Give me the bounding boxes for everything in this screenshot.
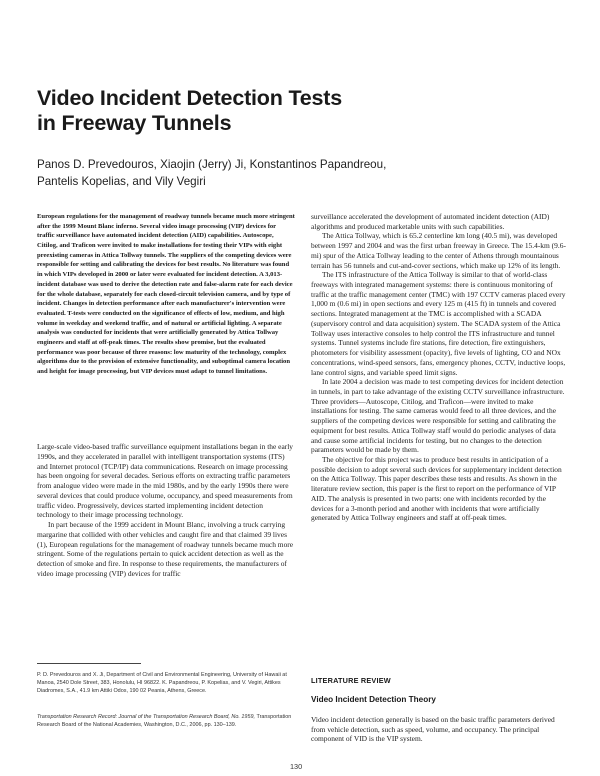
decision-paragraph: In late 2004 a decision was made to test competing devices for incident detection in tunnels, in part to take advantage of the existing CCTV surveillance infrastructure. Three providers—Autoscope, Citilog, and Traficon—were invited to make installations for testing. The same cameras would feed to all three devices, and the suppliers of the competing devices were responsible for setting and calibrating the equipment for best results. Attica Tollway staff would do periodic analyses of data and cause some artificial incidents for testing, but no changes to the detection parameters would be made by them. bbox=[311, 377, 565, 455]
its-infrastructure-paragraph: The ITS infrastructure of the Attica Tollway is similar to that of world-class freeways with integrated management systems: there is continuous monitoring of traffic at the traffic management center (TMC) with 197 CCTV cameras placed every 1,000 m (0.6 mi) in open sections and every 125 m (415 ft) in tunnels and covered sections. Integrated management at the TMC is accomplished with a SCADA (supervisory control and data acquisition) system. The SCADA system of the Attica Tollway uses interactive consoles to help control the ITS infrastructure and tunnel systems. Tunnel systems include fire stations, fire detection, fire extinguishers, photometers for visibility assessment (opacity), five levels of lighting, CO and NOx concentrations, wind-speed sensors, fans, emergency phones, CCTV, inductive loops, lane control signs, and variable speed limit signs. bbox=[311, 270, 566, 377]
body-right-column bbox=[311, 212, 568, 523]
section-heading: LITERATURE REVIEW bbox=[311, 676, 391, 685]
journal-citation-title: Transportation Research Record: Journal of the Transportation Research Board, No. 1959, bbox=[37, 714, 256, 720]
attica-tollway-paragraph: The Attica Tollway, which is 65.2 centerline km long (40.5 mi), was developed between 1997 and 2004 and was the first urban freeway in Greece. The 15.4-km (9.6-mi) spur of the Attica Tollway leading to the center of Athens through mountainous terrain has 56 tunnels and cut-and-cover sections, which make up 12% of its length. bbox=[311, 231, 566, 270]
abstract: European regulations for the management of roadway tunnels became much more stringent after the 1999 Mount Blanc inferno. Several video image processing (VIP) devices for traffic surveillance have automated incident detection (AID) capabilities. Autoscope, Citilog, and Traficon were invited to make installations for testing their VIPs with eight preexisting cameras in Attica Tollway tunnels. The suppliers of the competing devices were responsible for setting and calibrating the devices for best results. No literature was found in which VIPs developed in 2000 or later were evaluated for incident detection. A 3,013-incident database was used to derive the detection rate and false-alarm rate for each device for the whole database, separately for each closed-circuit television camera, and by type of incident. Changes in detection performance after each manufacturer's intervention were evaluated. T-tests were conducted on the significance of effects of low, medium, and high volume in weekday and weekend traffic, and of natural or artificial lighting. A separate analysis was conducted for incidents that were artificially generated by Attica Tollway engineers and staff at off-peak times. The results show promise, but the evaluated performance was poor because of three reasons: low maturity of the technology, complex algorithms due to the provision of extensive functionality, and suboptimal camera location and height for image processing, but VIP devices must adapt to tunnel limitations. bbox=[37, 213, 295, 375]
author-affiliations-footnote: P. D. Prevedouros and X. Ji, Department of Civil and Environmental Engineering, University of Hawaii at Manoa, 2540 Dole Street, 383, Honolulu, HI 96822. K. Papandreou, P. Kopelias, and V. Vegiri, Attikes Diadromes, S.A., 41.9 km Attiki Odos, 190 02 Peania, Athens, Greece. bbox=[37, 672, 287, 694]
journal-citation bbox=[37, 713, 299, 729]
author-list bbox=[37, 156, 577, 190]
authors-line-1: Panos D. Prevedouros, Xiaojin (Jerry) Ji, Konstantinos Papandreou, bbox=[37, 158, 387, 171]
page-number: 130 bbox=[290, 762, 303, 771]
intro-paragraph-1: Large-scale video-based traffic surveillance equipment installations began in the early 1990s, and they accelerated in parallel with intelligent transportation systems (ITS) and Internet protocol (TCP/IP) data communications. Research on image processing has been ongoing for several decades. Serious efforts on extracting traffic parameters from analogue video were made in the mid 1980s, and by the early 1990s there were several devices that could produce volume, occupancy, and speed measurements from traffic video. Progressively, devices started implementing incident detection technology to their image processing technology. bbox=[37, 442, 294, 520]
objective-paragraph: The objective for this project was to produce best results in anticipation of a possible decision to adopt several such devices for supplementary incident detection on the Attica Tollway. This paper describes these tests and results. As shown in the literature review section, this paper is the first to report on the performance of VIP AID. The analysis is presented in two parts: one with incidents recorded by the devices for a 3-month period and another with incidents that were artificially generated by Attica Tollway engineers and staff at off-peak times. bbox=[311, 454, 562, 523]
authors-line-2: Pantelis Kopelias, and Vily Vegiri bbox=[37, 175, 206, 188]
body-left-column bbox=[37, 442, 295, 579]
intro-paragraph-2: In part because of the 1999 accident in Mount Blanc, involving a truck carrying margarine that collided with other vehicles and caught fire and that claimed 39 lives (1), European regulations for the management of roadway tunnels became much more stringent. Some of the regulations pertain to quick accident detection as well as the detection of smoke and fire. In response to these requirements, the manufacturers of video image processing (VIP) devices for traffic bbox=[37, 520, 294, 578]
journal-citation-rest: Transportation Research Board of the National Academies, Washington, D.C., 2006, pp. 130–139. bbox=[37, 714, 292, 729]
vid-theory-paragraph: Video incident detection generally is based on the basic traffic parameters derived from vehicle detection, such as speed, volume, and occupancy. The principal component of VID is the VIP system. bbox=[311, 715, 555, 744]
footnote-divider bbox=[37, 663, 141, 664]
subsection-heading: Video Incident Detection Theory bbox=[311, 695, 436, 704]
title-line-2: in Freeway Tunnels bbox=[37, 111, 232, 135]
continued-paragraph: surveillance accelerated the development of automated incident detection (AID) algorithms and produced marketable units with such capabilities. bbox=[311, 212, 550, 231]
title-line-1: Video Incident Detection Tests bbox=[37, 86, 343, 110]
paper-title bbox=[37, 86, 457, 136]
